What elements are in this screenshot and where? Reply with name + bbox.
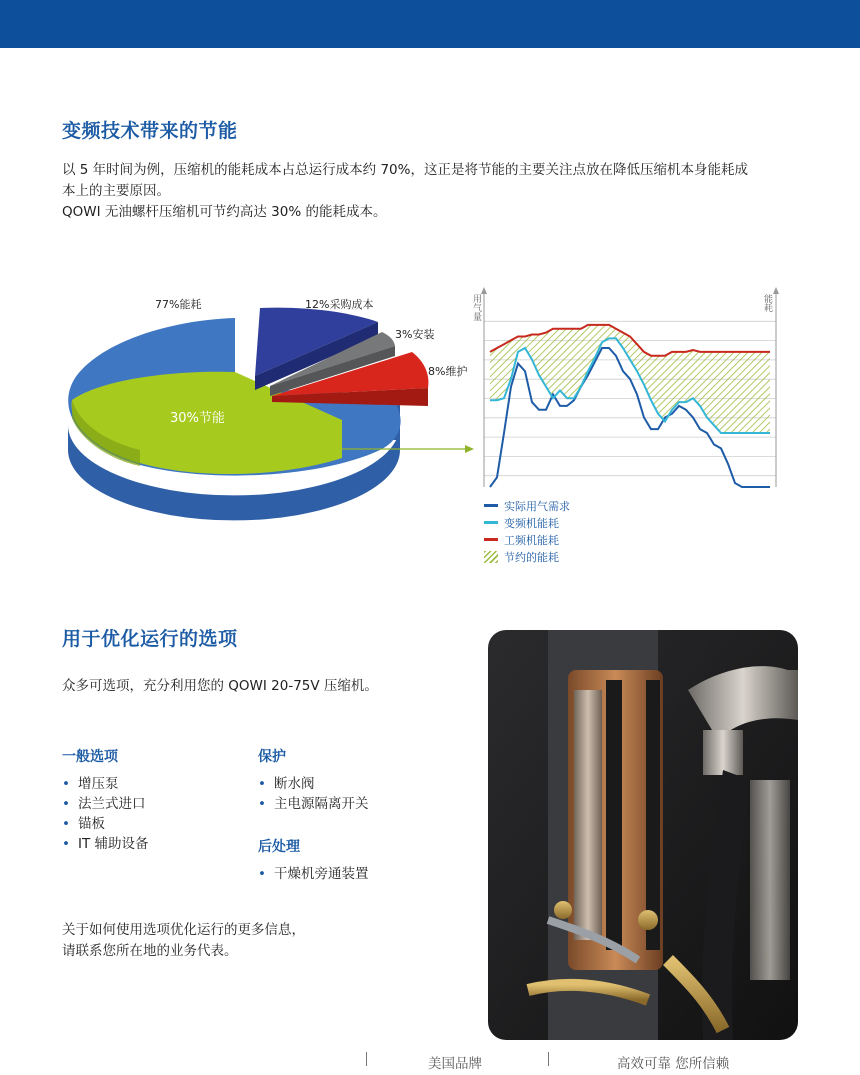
paragraph-line: 以 5 年时间为例，压缩机的能耗成本占总运行成本约 70%，这正是将节能的主要关注点放在降低压缩机本身能耗成 [62,162,748,178]
section-title-energy-saving: 变频技术带来的节能 [62,120,238,142]
general-options-list [62,774,149,854]
post-treatment-list [258,864,369,884]
legend-label: 变频机能耗 [504,516,559,530]
contact-line: 请联系您所在地的业务代表。 [62,943,238,959]
list-item: • 法兰式进口 [62,794,149,814]
chart-legend [484,497,570,565]
post-treatment-title: 后处理 [258,839,300,855]
list-item: • IT 辅助设备 [62,834,149,854]
legend-swatch-hatch [484,551,498,563]
list-item: • 锚板 [62,814,149,834]
legend-label: 工频机能耗 [504,533,559,547]
footer-brand: 美国品牌 [428,1056,482,1072]
contact-line: 关于如何使用选项优化运行的更多信息， [62,922,305,938]
pie-label-maintenance: 8%维护 [428,365,468,378]
energy-usage-chart [464,282,784,492]
footer-slogan: 高效可靠 您所信赖 [617,1056,730,1072]
list-item: • 主电源隔离开关 [258,794,369,814]
legend-item [484,497,570,514]
footer-separator [548,1052,549,1066]
y-axis-left-arrow [481,287,487,294]
compressor-interior-photo [488,630,798,1040]
pie-label-install: 3%安装 [395,328,435,341]
y-axis-right-arrow [773,287,779,294]
legend-item [484,514,570,531]
footer-separator [366,1052,367,1066]
legend-swatch [484,504,498,507]
contact-paragraph [62,920,462,962]
section-title-options: 用于优化运行的选项 [62,628,238,650]
legend-item [484,548,570,565]
y-label-right: 能耗 [762,294,772,312]
options-intro: 众多可选项，充分利用您的 QOWI 20-75V 压缩机。 [62,678,378,694]
y-label-left: 用气量 [471,294,481,321]
list-item: • 增压泵 [62,774,149,794]
top-brand-bar [0,0,860,48]
cost-pie-chart [60,290,480,530]
legend-swatch [484,538,498,541]
paragraph-line: 本上的主要原因。 [62,183,170,199]
pie-label-savings: 30%节能 [170,411,225,426]
legend-label: 实际用气需求 [504,499,570,513]
pie-label-energy: 77%能耗 [155,298,202,311]
legend-label: 节约的能耗 [504,550,559,564]
list-item: • 干燥机旁通装置 [258,864,369,884]
list-item: • 断水阀 [258,774,369,794]
pie-label-purchase: 12%采购成本 [305,298,374,311]
legend-swatch [484,521,498,524]
protection-title: 保护 [258,749,286,765]
energy-saving-paragraph [62,160,802,223]
legend-item [484,531,570,548]
protection-list [258,774,369,814]
paragraph-line: QOWI 无油螺杆压缩机可节约高达 30% 的能耗成本。 [62,204,387,220]
general-options-title: 一般选项 [62,749,118,765]
